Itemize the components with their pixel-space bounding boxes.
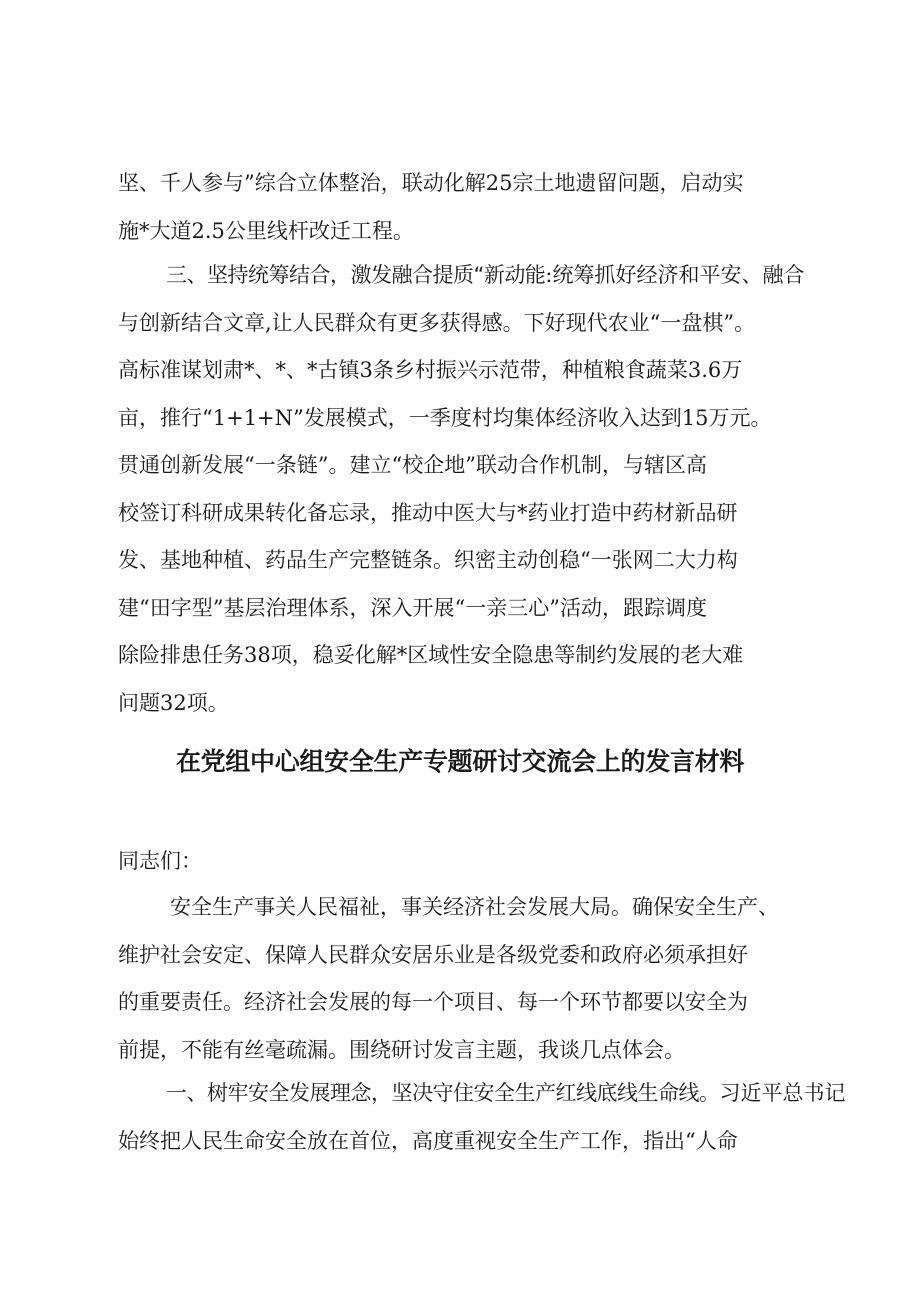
document-title: 在党组中心组安全生产专题研讨交流会上的发言材料 [175, 747, 745, 776]
text-line: 与创新结合文章,让人民群众有更多获得感。下好现代农业“一盘棋”。 [118, 310, 756, 335]
text-line: 前提，不能有丝毫疏漏。围绕研讨发言主题，我谈几点体会。 [118, 1037, 685, 1062]
text-line [118, 252, 818, 300]
text-line: 发、基地种植、药品生产完整链条。织密主动创稳“一张网二大力构 [118, 548, 738, 572]
text-line: 始终把人民生命安全放在首位，高度重视安全生产工作，指出“人命 [118, 1128, 738, 1153]
paragraph-point-three [118, 252, 818, 727]
text-line: 亩，推行“1+1+N”发展模式，一季度村均集体经济收入达到15万元。 [118, 405, 772, 430]
point-three-lead: 三、坚持统筹结合，激发融合提质“新动能 [166, 263, 546, 287]
text-line: 建“田字型”基层治理体系，深入开展“一亲三心”活动，跟踪调度 [118, 595, 707, 620]
text-fragment: :统筹抓好经济和平安、融合 [545, 263, 805, 287]
text-line: 除险排患任务38项，稳妥化解*区域性安全隐患等制约发展的老大难 [118, 643, 744, 667]
paragraph-intro [118, 884, 818, 1074]
text-fragment: 习近平总书记 [719, 1081, 846, 1105]
text-line: 高标准谋划肃*、*、*古镇3条乡村振兴示范带，种植粮食蔬菜3.6万 [118, 358, 743, 382]
text-line: 施*大道2.5公里线杆改迁工程。 [118, 218, 414, 243]
text-line: 坚、千人参与”综合立体整治，联动化解25宗土地遗留问题，启动实 [118, 171, 744, 195]
text-line: 问题32项。 [118, 690, 229, 715]
text-line: 贯通创新发展“一条链”。建立“校企地”联动合作机制，与辖区高 [118, 453, 707, 477]
paragraph-continuation [118, 160, 818, 255]
text-line [118, 1070, 846, 1118]
text-line: 安全生产事关人民福祉，事关经济社会发展大局。确保安全生产、 [170, 895, 779, 919]
point-one-lead: 一、树牢安全发展理念，坚决守住安全生产红线底线生命线。 [166, 1081, 720, 1105]
paragraph-point-one [118, 1070, 846, 1165]
text-line: 维护社会安定、保障人民群众安居乐业是各级党委和政府必须承担好 [118, 942, 748, 967]
text-line: 的重要责任。经济社会发展的每一个项目、每一个环节都要以安全为 [118, 990, 748, 1014]
salutation-block [118, 838, 818, 886]
salutation: 同志们： [118, 849, 202, 873]
text-line: 校签订科研成果转化备忘录，推动中医大与*药业打造中药材新品研 [118, 500, 738, 525]
